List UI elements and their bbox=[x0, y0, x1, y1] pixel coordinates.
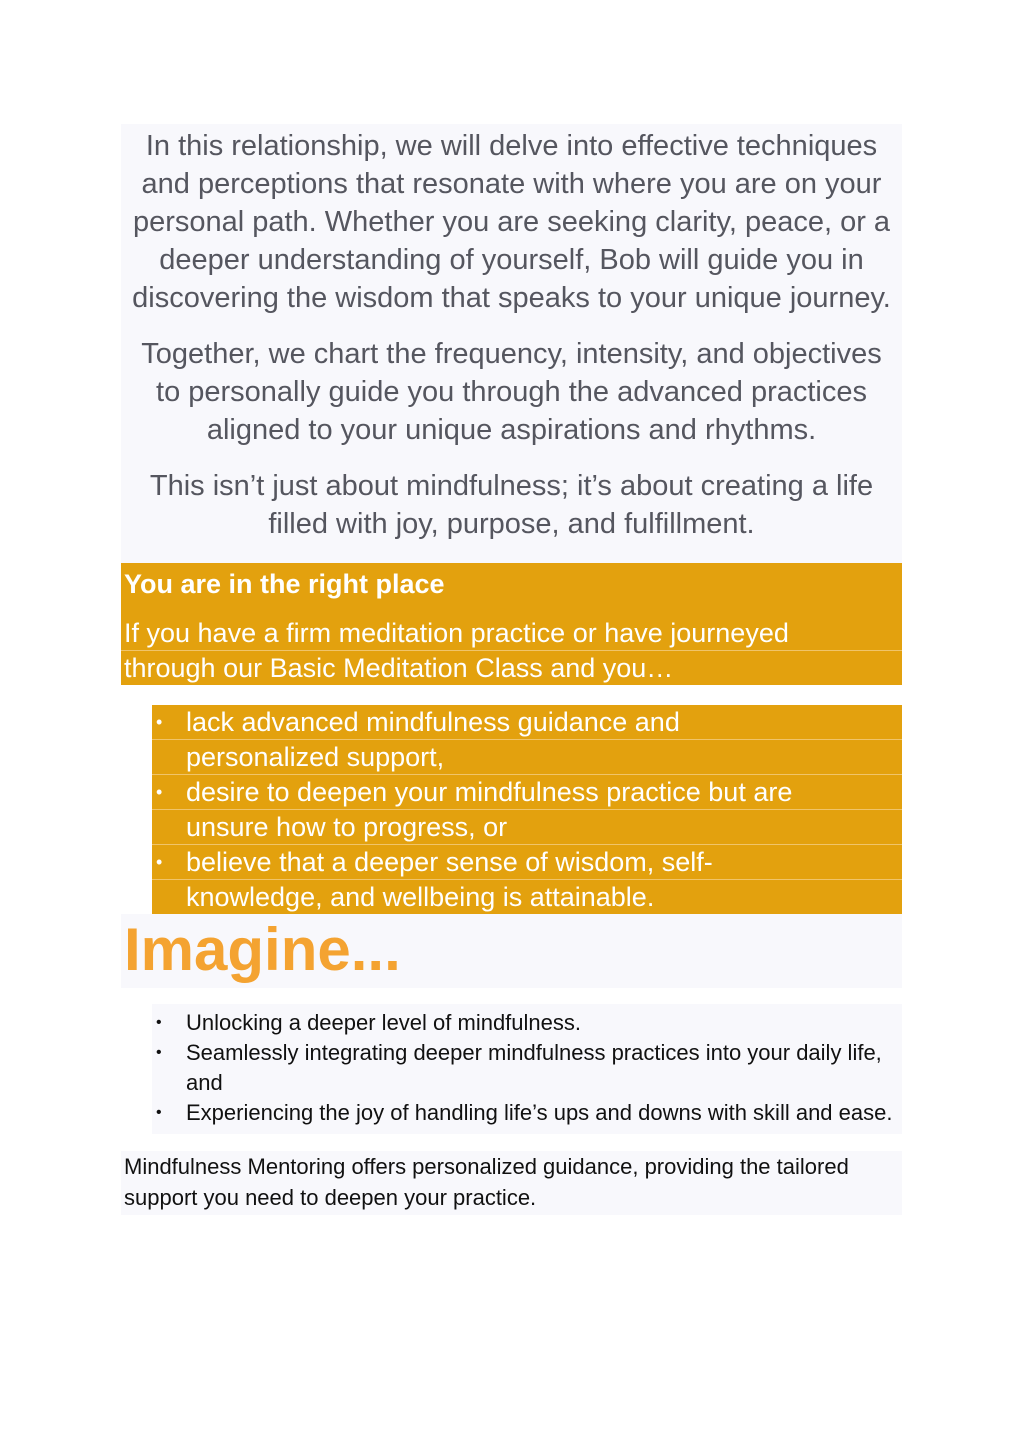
list-item bbox=[152, 1038, 902, 1098]
list-item bbox=[152, 845, 902, 880]
list-item-text: desire to deepen your mindfulness practice but are bbox=[186, 777, 793, 807]
right-place-lead bbox=[121, 602, 902, 685]
right-place-list bbox=[152, 705, 902, 914]
bullet-icon: • bbox=[156, 1104, 162, 1121]
page-content bbox=[121, 124, 902, 1237]
list-item bbox=[152, 775, 902, 810]
bullet-icon: • bbox=[156, 1044, 162, 1061]
lead-line: If you have a firm meditation practice or have journeyed bbox=[124, 618, 789, 648]
list-item bbox=[152, 1098, 902, 1128]
lead-line: through our Basic Meditation Class and you… bbox=[121, 650, 902, 685]
list-item-text: personalized support, bbox=[186, 742, 445, 772]
list-item bbox=[152, 705, 902, 740]
list-item bbox=[152, 1008, 902, 1038]
imagine-heading: Imagine... bbox=[121, 914, 902, 988]
right-place-heading: You are in the right place bbox=[124, 569, 445, 599]
right-place-section bbox=[121, 563, 902, 685]
intro-paragraph: This isn’t just about mindfulness; it’s about creating a life filled with joy, purpose, and fulfillment. bbox=[149, 470, 874, 540]
list-item-continuation bbox=[152, 810, 902, 845]
list-item-text: Seamlessly integrating deeper mindfulness practices into your daily life, and bbox=[186, 1040, 882, 1095]
bullet-icon: • bbox=[156, 1014, 162, 1031]
list-item-continuation bbox=[152, 880, 902, 914]
list-item-text: knowledge, and wellbeing is attainable. bbox=[186, 882, 655, 912]
bullet-icon: • bbox=[156, 852, 163, 872]
intro-paragraph: In this relationship, we will delve into effective techniques and perceptions that resonate with where you are on your personal path. Whether you are seeking clarity, peace, or a deeper understanding of yourself, Bob will guide you in discovering the wisdom that speaks to your unique journey. bbox=[132, 130, 891, 314]
intro-paragraph: Together, we chart the frequency, intensity, and objectives to personally guide you through the advanced practices aligned to your unique aspirations and rhythms. bbox=[141, 338, 882, 446]
list-item-text: believe that a deeper sense of wisdom, self- bbox=[186, 847, 713, 877]
list-item-text: lack advanced mindfulness guidance and bbox=[186, 707, 680, 737]
list-item-text: Experiencing the joy of handling life’s ups and downs with skill and ease. bbox=[186, 1100, 893, 1125]
bullet-icon: • bbox=[156, 712, 163, 732]
bullet-icon: • bbox=[156, 782, 163, 802]
list-item-text: Unlocking a deeper level of mindfulness. bbox=[186, 1010, 582, 1035]
intro-section bbox=[121, 124, 902, 563]
list-item-continuation bbox=[152, 740, 902, 775]
imagine-list bbox=[152, 1004, 902, 1134]
closing-paragraph: Mindfulness Mentoring offers personalized guidance, providing the tailored support you need to deepen your practice. bbox=[121, 1151, 902, 1215]
list-item-text: unsure how to progress, or bbox=[186, 812, 508, 842]
